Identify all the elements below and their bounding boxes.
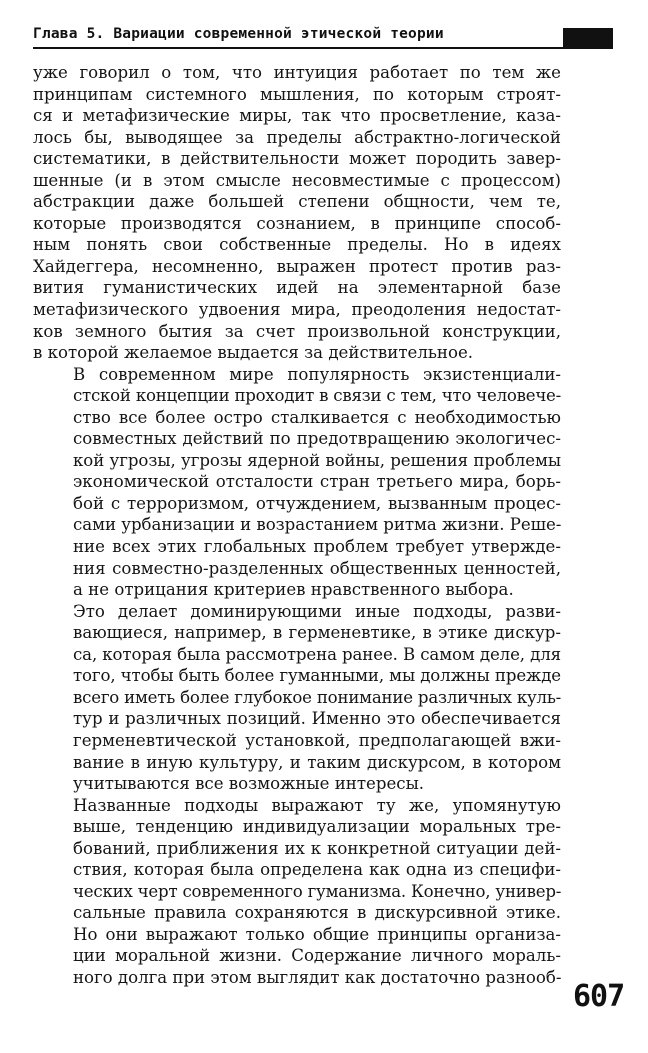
text-line: ния совместно-разделенных общественных ценностей, [73,558,561,578]
text-line: ство все более остро сталкивается с необходимостью [73,407,561,427]
text-line: в которой желаемое выдается за действительное. [33,343,474,363]
text-line: того, чтобы быть более гуманными, мы должны прежде [73,666,561,686]
text-line: вающиеся, например, в герменевтике, в этике дискур- [73,623,561,643]
text-line: выше, тенденцию индивидуализации моральных тре- [73,817,561,837]
text-line: бований, приближения их к конкретной ситуации дей- [73,838,561,858]
chapter-title: Глава 5. Вариации современной этической теории [33,26,444,42]
body-text [33,62,561,989]
text-line: учитываются все возможные интересы. [73,774,425,794]
paragraph [33,364,561,601]
text-line: кой угрозы, угрозы ядерной войны, решения проблемы [73,450,561,470]
text-line: уже говорил о том, что интуиция работает по тем же [33,63,561,82]
text-line: тур и различных позиций. Именно это обеспечивается [73,709,561,729]
text-line: которые производятся сознанием, в принципе способ- [33,213,561,233]
text-line: герменевтической установкой, предполагающей вжи- [73,730,561,750]
paragraph [33,601,561,795]
text-line: ствия, которая была определена как одна из специфи- [73,860,561,880]
text-line: Но они выражают только общие принципы организа- [73,924,561,944]
running-head [33,24,613,50]
text-line: Названные подходы выражают ту же, упомянутую [73,795,561,815]
text-line: вития гуманистических идей на элементарной базе [33,278,561,298]
text-line: вание в иную культуру, и таким дискурсом, в котором [73,752,561,772]
text-line: сальные правила сохраняются в дискурсивной этике. [73,903,561,923]
text-line: ческих черт современного гуманизма. Конечно, универ- [73,881,562,901]
text-line: ся и метафизические миры, так что просветление, каза- [33,106,561,126]
text-line: абстракции даже большей степени общности, чем те, [33,192,561,212]
paragraph [33,795,561,989]
text-line: бой с терроризмом, отчуждением, вызванным процес- [73,493,561,513]
text-line: Это делает доминирующими иные подходы, разви- [73,601,561,621]
text-line: ного долга при этом выглядит как достаточно разнооб- [73,967,562,987]
text-line: а не отрицания критериев нравственного выбора. [73,580,514,600]
text-line: всего иметь более глубокое понимание различных куль- [73,687,562,707]
header-rule [33,47,581,49]
header-black-block [563,28,613,49]
text-line: са, которая была рассмотрена ранее. В самом деле, для [73,644,561,664]
text-line: ции моральной жизни. Содержание личного мораль- [73,946,561,966]
text-line: совместных действий по предотвращению экологичес- [73,429,561,449]
text-line: метафизического удвоения мира, преодоления недостат- [33,300,561,320]
text-line: ным понять свои собственные пределы. Но в идеях [33,235,561,255]
text-line: сами урбанизации и возрастанием ритма жизни. Реше- [73,515,562,535]
text-line: стской концепции проходит в связи с тем, что человече- [73,386,561,406]
page-number: 607 [573,979,625,1014]
text-line: ние всех этих глобальных проблем требует утвержде- [73,537,561,557]
text-line: В современном мире популярность экзистенциали- [73,364,561,384]
text-line: принципам системного мышления, по которым строят- [33,84,561,104]
text-line: экономической отсталости стран третьего мира, борь- [73,472,561,492]
text-line: систематики, в действительности может породить завер- [33,149,561,169]
text-line: шенные (и в этом смысле несовместимые с процессом) [33,170,561,190]
paragraph [33,62,561,364]
text-line: лось бы, выводящее за пределы абстрактно-логической [33,127,561,147]
text-line: Хайдеггера, несомненно, выражен протест против раз- [33,256,561,276]
text-line: ков земного бытия за счет произвольной конструкции, [33,321,561,341]
